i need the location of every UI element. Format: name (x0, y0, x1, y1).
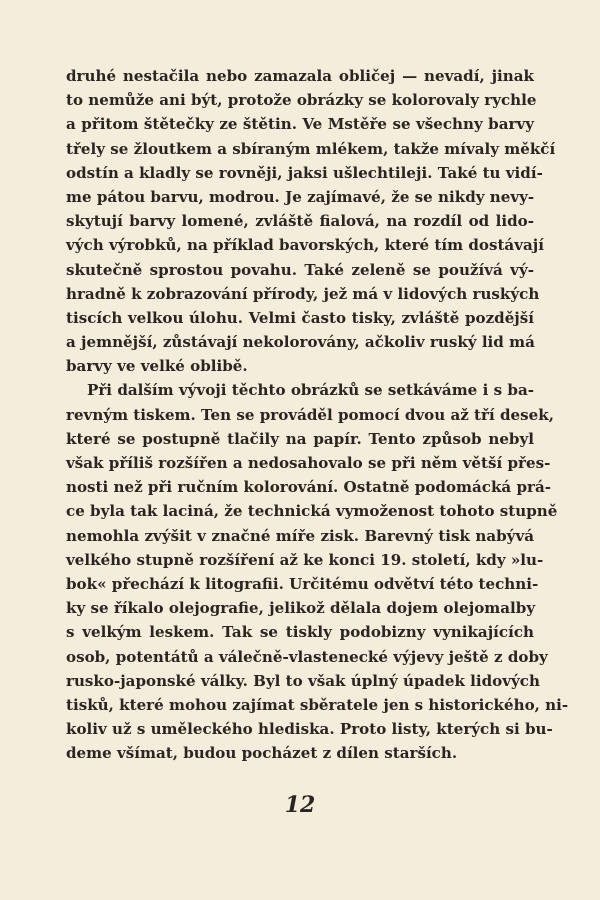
text-line: koliv už s uměleckého hlediska. Proto listy, kterých si bu- (66, 720, 553, 739)
text-line: revným tiskem. Ten se prováděl pomocí dvou až tří desek, (66, 405, 554, 424)
text-line: druhé nestačila nebo zamazala obličej — nevadí, jinak (66, 67, 534, 85)
text-line: me pátou barvu, modrou. Je zajímavé, že se nikdy nevy- (66, 187, 535, 206)
text-line: ky se říkalo olejografie, jelikož dělala dojem olejomalby (66, 599, 536, 618)
text-line: ce byla tak laciná, že technická vymoženost tohoto stupně (66, 502, 558, 521)
text-line: odstín a kladly se rovněji, jaksi ušlechtileji. Také tu vidí- (66, 163, 543, 182)
text-line: skutečně sprostou povahu. Také zeleně se používá vý- (66, 260, 534, 279)
text-line: vých výrobků, na příklad bavorských, které tím dostávají (66, 236, 544, 255)
text-line: však příliš rozšířen a nedosahovalo se při něm větší přes- (66, 454, 551, 472)
page-number: 12 (284, 792, 316, 818)
text-line: skytují barvy lomené, zvláště fialová, na rozdíl od lido- (66, 212, 534, 231)
text-line: třely se žloutkem a sbíraným mlékem, takže mívaly měkčí (66, 139, 556, 158)
text-line: a přitom štětečky ze štětin. Ve Mstěře se všechny barvy (66, 115, 534, 134)
text-line: které se postupně tlačily na papír. Tento způsob nebyl (66, 429, 534, 448)
text-line: nosti než při ručním kolorování. Ostatně podomácká prá- (66, 478, 551, 497)
text-line: osob, potentátů a válečně-vlastenecké výjevy ještě z doby (66, 647, 548, 666)
text-line: Při dalším vývoji těchto obrázků se setkáváme i s ba- (87, 381, 534, 400)
text-line: tiscích velkou úlohu. Velmi často tisky, zvláště pozdější (66, 308, 534, 327)
body-text (66, 64, 569, 765)
text-line: barvy ve velké oblibě. (66, 357, 248, 376)
text-line: hradně k zobrazování přírody, jež má v lidových ruských (66, 284, 540, 303)
paragraph (66, 378, 569, 765)
text-line: deme všímat, budou pocházet z dílen starších. (66, 744, 458, 763)
paragraph (66, 64, 556, 378)
text-line: velkého stupně rozšíření až ke konci 19. století, kdy »lu- (66, 550, 544, 569)
text-line: rusko-japonské války. Byl to však úplný úpadek lidových (66, 671, 540, 690)
text-line: s velkým leskem. Tak se tiskly podobizny vynikajících (66, 623, 534, 642)
text-line: to nemůže ani být, protože obrázky se kolorovaly rychle (66, 91, 537, 110)
text-line: nemohla zvýšit v značné míře zisk. Barevný tisk nabývá (66, 526, 534, 545)
text-line: tisků, které mohou zajímat sběratele jen s historického, ni- (66, 695, 569, 714)
text-line: bok« přechází k litografii. Určitému odvětví této techni- (66, 574, 539, 593)
text-line: a jemnější, zůstávají nekolorovány, ačkoliv ruský lid má (66, 333, 535, 352)
